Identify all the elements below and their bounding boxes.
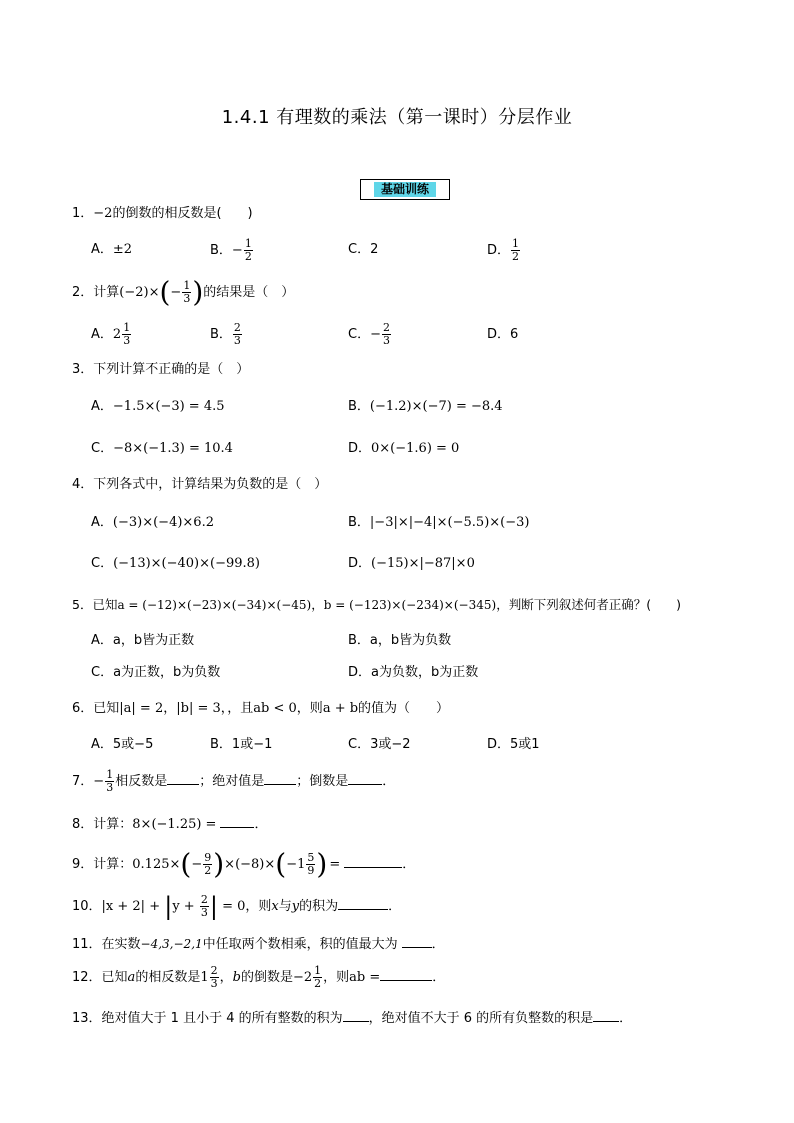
q3-option-b: B．(−1.2)×(−7) = −8.4 <box>348 399 503 414</box>
q1-option-c: C．2 <box>348 242 379 257</box>
q4-option-b: B．|−3|×|−4|×(−5.5)×(−3) <box>348 515 530 530</box>
q3-option-d: D．0×(−1.6) = 0 <box>348 441 460 456</box>
q6-option-c: C．3或−2 <box>348 737 411 752</box>
question-13: 13．绝对值大于 1 且小于 4 的所有整数的积为 ，绝对值不大于 6 的所有负整数的积是 ． <box>72 1011 633 1026</box>
answer-blank[interactable] <box>167 772 199 785</box>
question-4: 4．下列各式中，计算结果为负数的是（ ） <box>72 477 328 492</box>
question-9: 9．计算：0.125×(− $\frac{9}{2}$ )×(−8)×(−1 $\frac{5}{9}$ ) = ． <box>72 847 416 881</box>
q4-option-c: C．(−13)×(−40)×(−99.8) <box>91 556 261 571</box>
q1-option-d: D． $\frac{1}{2}$ <box>487 237 520 263</box>
q3-option-a: A．−1.5×(−3) = 4.5 <box>91 399 225 414</box>
q2-option-b: B． $\frac{2}{3}$ <box>210 321 241 347</box>
answer-blank[interactable] <box>593 1009 619 1022</box>
question-6: 6．已知|a| = 2，|b| = 3，，且ab < 0，则a + b的值为（ ） <box>72 701 450 716</box>
q1-option-b: B．− $\frac{1}{2}$ <box>210 237 252 263</box>
q3-option-c: C．−8×(−1.3) = 10.4 <box>91 441 233 456</box>
answer-blank[interactable] <box>402 935 432 948</box>
q1-option-a: A．±2 <box>91 242 133 257</box>
answer-blank[interactable] <box>348 772 382 785</box>
question-11: 11．在实数−4,3,−2,1中任取两个数相乘，积的值最大为 ． <box>72 937 445 952</box>
q4-option-d: D．(−15)×|−87|×0 <box>348 556 475 571</box>
answer-blank[interactable] <box>338 897 388 910</box>
q2-option-d: D．6 <box>487 327 519 342</box>
q5-option-c: C．a为正数，b为负数 <box>91 665 221 680</box>
answer-blank[interactable] <box>344 855 402 868</box>
question-5: 5．已知a = (−12)×(−23)×(−34)×(−45)，b = (−123)×(−234)×(−345)，判断下列叙述何者正确？( ) <box>72 597 681 612</box>
q5-option-a: A．a，b皆为正数 <box>91 633 195 648</box>
question-3: 3．下列计算不正确的是（ ） <box>72 362 250 377</box>
question-2: 2．计算(−2)×(− $\frac{1}{3}$ )的结果是（ ） <box>72 275 295 309</box>
page-title: 1.4.1 有理数的乘法（第一课时）分层作业 <box>221 107 573 128</box>
q2-option-c: C．− $\frac{2}{3}$ <box>348 321 390 347</box>
q5-option-b: B．a，b皆为负数 <box>348 633 452 648</box>
section-header <box>360 179 450 200</box>
question-7: 7．− $\frac{1}{3}$ 相反数是 ；绝对值是 ；倒数是 ． <box>72 768 396 794</box>
q6-option-d: D．5或1 <box>487 737 540 752</box>
q6-option-b: B．1或−1 <box>210 737 273 752</box>
answer-blank[interactable] <box>380 968 432 981</box>
question-10: 10．|x + 2| + |y + $\frac{2}{3}$ | = 0，则x与y的积为 ． <box>72 892 402 921</box>
answer-blank[interactable] <box>220 815 254 828</box>
question-12: 12．已知a的相反数是1 $\frac{2}{3}$ ，b的倒数是−2 $\frac{1}{2}$ ，则ab = ． <box>72 964 446 990</box>
q6-option-a: A．5或−5 <box>91 737 154 752</box>
section-label: 基础训练 <box>374 182 436 197</box>
q4-option-a: A．(−3)×(−4)×6.2 <box>91 515 214 530</box>
question-1: 1．−2的倒数的相反数是( ) <box>72 206 253 221</box>
answer-blank[interactable] <box>343 1009 369 1022</box>
answer-blank[interactable] <box>264 772 296 785</box>
q5-option-d: D．a为负数，b为正数 <box>348 665 479 680</box>
q2-option-a: A．2 $\frac{1}{3}$ <box>91 321 131 347</box>
question-8: 8．计算：8×(−1.25) = ． <box>72 817 268 832</box>
